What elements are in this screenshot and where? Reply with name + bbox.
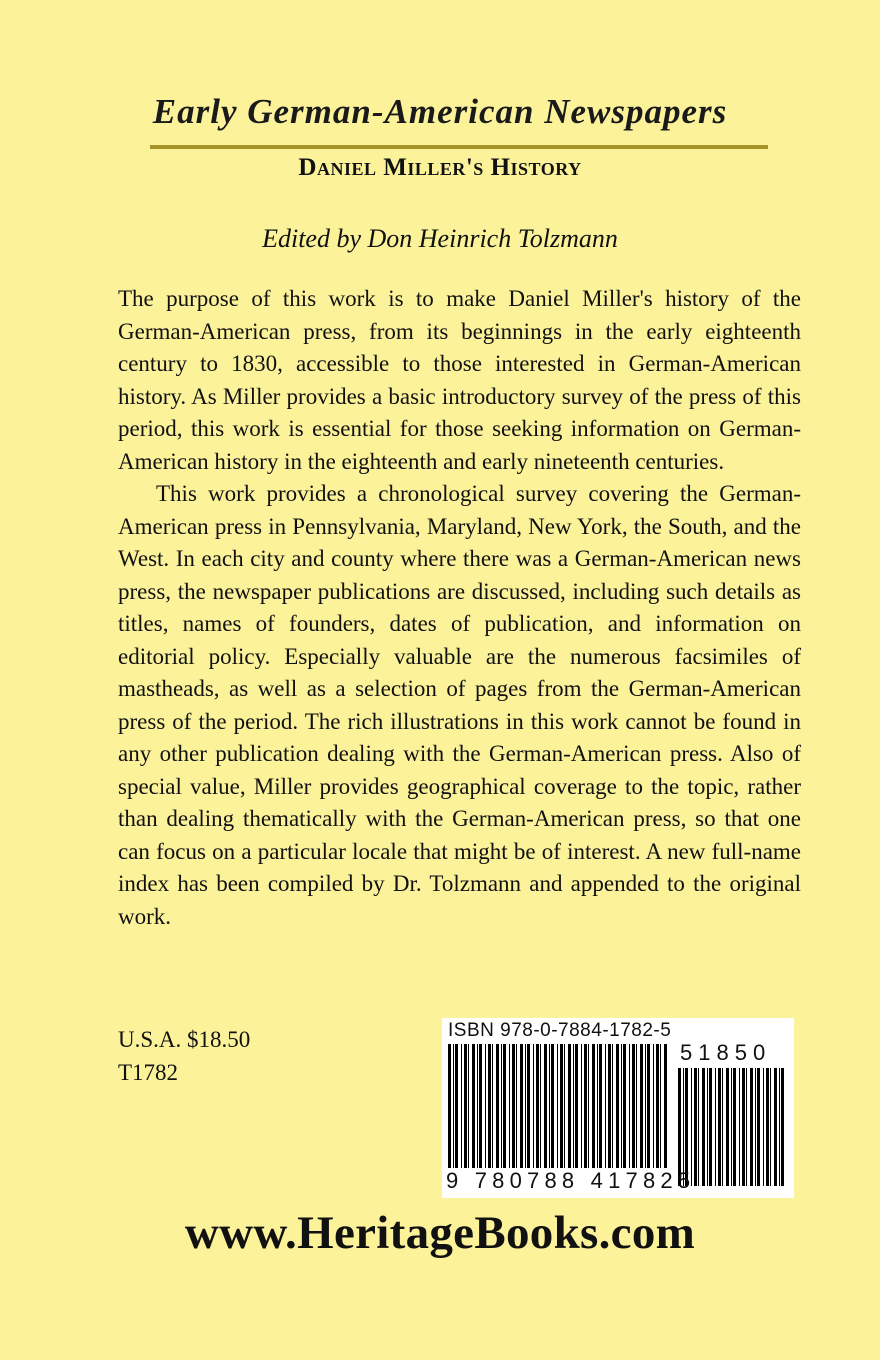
barcode-bar bbox=[757, 1068, 760, 1186]
barcode-bar bbox=[763, 1068, 764, 1186]
barcode-bar bbox=[509, 1044, 510, 1168]
barcode-bar bbox=[455, 1044, 458, 1168]
barcode-bar bbox=[636, 1044, 637, 1168]
barcode-bar bbox=[709, 1068, 712, 1186]
barcode-bar bbox=[448, 1044, 451, 1168]
barcode-bar bbox=[647, 1044, 650, 1168]
barcode-bar bbox=[549, 1044, 550, 1168]
price-block bbox=[118, 1023, 250, 1089]
barcode-bar bbox=[608, 1044, 611, 1168]
barcode-bar bbox=[616, 1044, 619, 1168]
barcode-bar bbox=[575, 1044, 578, 1168]
barcode-bar bbox=[588, 1044, 589, 1168]
barcode-bar bbox=[560, 1044, 563, 1168]
book-subtitle: Daniel Miller's History bbox=[298, 154, 582, 181]
barcode-bar bbox=[597, 1044, 598, 1168]
description-paragraph-2: This work provides a chronological survey covering the German-American press in Pennsylvania, Maryland, New York, the South, and the West. In each city and county where there was a German-American news press, the newspaper publications are discussed, including such details as titles, names of founders, dates of publication, and information on editorial policy. Especially valuable are the numerous facsimiles of mastheads, as well as a selection of pages from the German-American press of the period. The rich illustrations in this work cannot be found in any other publication dealing with the German-American press. Also of special value, Miller provides geographical coverage to the topic, rather than dealing thematically with the German-American press, so that one can focus on a particular locale that might be of interest. A new full-name index has been compiled by Dr. Tolzmann and appended to the original work. bbox=[118, 481, 801, 929]
price: U.S.A. $18.50 bbox=[118, 1027, 251, 1052]
barcode-bar bbox=[551, 1044, 554, 1168]
barcode-bar bbox=[702, 1068, 705, 1186]
barcode-bar bbox=[472, 1044, 475, 1168]
barcode-bar bbox=[742, 1068, 745, 1186]
ean-digits: 9 780788 417825 bbox=[446, 1168, 696, 1193]
isbn-barcode bbox=[442, 1018, 794, 1198]
catalog-number: T1782 bbox=[118, 1060, 179, 1085]
barcode-bar bbox=[640, 1044, 643, 1168]
barcode-bar bbox=[568, 1044, 571, 1168]
barcode-bar bbox=[656, 1044, 659, 1168]
barcode-bar bbox=[584, 1044, 587, 1168]
barcode-bar bbox=[632, 1044, 635, 1168]
barcode-bar bbox=[453, 1044, 454, 1168]
barcode-bar bbox=[496, 1044, 499, 1168]
barcode-bar bbox=[536, 1044, 539, 1168]
barcode-bar bbox=[581, 1044, 582, 1168]
barcode-bar bbox=[564, 1044, 565, 1168]
barcode-bar bbox=[660, 1044, 661, 1168]
barcode-bar bbox=[503, 1044, 506, 1168]
barcode-bar bbox=[488, 1044, 491, 1168]
barcode-bar bbox=[718, 1068, 721, 1186]
barcode-bar bbox=[516, 1044, 517, 1168]
barcode-bar bbox=[739, 1068, 740, 1186]
barcode-bar bbox=[664, 1044, 667, 1168]
barcode-bar bbox=[527, 1044, 530, 1168]
editor-line: Edited by Don Heinrich Tolzmann bbox=[262, 224, 618, 253]
barcode-bar bbox=[464, 1044, 467, 1168]
publisher-website: www.HeritageBooks.com bbox=[184, 1207, 696, 1259]
barcode-bar bbox=[512, 1044, 515, 1168]
barcode-bar bbox=[485, 1044, 486, 1168]
isbn-label: ISBN 978-0-7884-1782-5 bbox=[448, 1020, 672, 1041]
barcode-bar bbox=[766, 1068, 769, 1186]
barcode-bar bbox=[492, 1044, 493, 1168]
barcode-bar bbox=[525, 1044, 526, 1168]
barcode-bar bbox=[501, 1044, 502, 1168]
barcode-bar bbox=[722, 1068, 723, 1186]
description bbox=[118, 283, 801, 933]
barcode-bar bbox=[468, 1044, 469, 1168]
barcode-bar bbox=[645, 1044, 646, 1168]
barcode-bar bbox=[781, 1068, 784, 1186]
barcode-bar bbox=[557, 1044, 558, 1168]
barcode-bar bbox=[733, 1068, 736, 1186]
barcode-bar bbox=[746, 1068, 747, 1186]
barcode-bar bbox=[715, 1068, 716, 1186]
barcode-bar bbox=[477, 1044, 478, 1168]
book-title: Early German-American Newspapers bbox=[152, 92, 728, 131]
barcode-bar bbox=[612, 1044, 613, 1168]
barcode-bar bbox=[544, 1044, 547, 1168]
barcode-bar bbox=[592, 1044, 595, 1168]
barcode-bar bbox=[750, 1068, 753, 1186]
barcode-bar bbox=[623, 1044, 626, 1168]
barcode-bar bbox=[770, 1068, 771, 1186]
barcode-bar bbox=[707, 1068, 708, 1186]
title-rule bbox=[150, 145, 768, 149]
barcode-bar bbox=[605, 1044, 606, 1168]
barcode-bar bbox=[540, 1044, 541, 1168]
barcode-bar bbox=[520, 1044, 523, 1168]
barcode-bar bbox=[653, 1044, 654, 1168]
barcode-bar bbox=[726, 1068, 729, 1186]
barcode-bar bbox=[479, 1044, 482, 1168]
barcode-bar bbox=[573, 1044, 574, 1168]
barcode-bar bbox=[599, 1044, 602, 1168]
barcode-bar bbox=[461, 1044, 462, 1168]
barcode-bar bbox=[779, 1068, 780, 1186]
barcode-bar bbox=[629, 1044, 630, 1168]
barcode-bar bbox=[755, 1068, 756, 1186]
barcode-bar bbox=[621, 1044, 622, 1168]
barcode-bar bbox=[698, 1068, 699, 1186]
barcode-bar bbox=[533, 1044, 534, 1168]
description-paragraph-1: The purpose of this work is to make Daniel Miller's history of the German-American press, from its beginnings in the early eighteenth century to 1830, accessible to those interested in German-American history. As Miller provides a basic introductory survey of the press of this period, this work is essential for those seeking information on German-American history in the eighteenth and early nineteenth centuries. bbox=[118, 286, 801, 474]
barcode-bar bbox=[774, 1068, 777, 1186]
barcode-price-code: 51850 bbox=[680, 1040, 772, 1065]
barcode-bar bbox=[731, 1068, 732, 1186]
